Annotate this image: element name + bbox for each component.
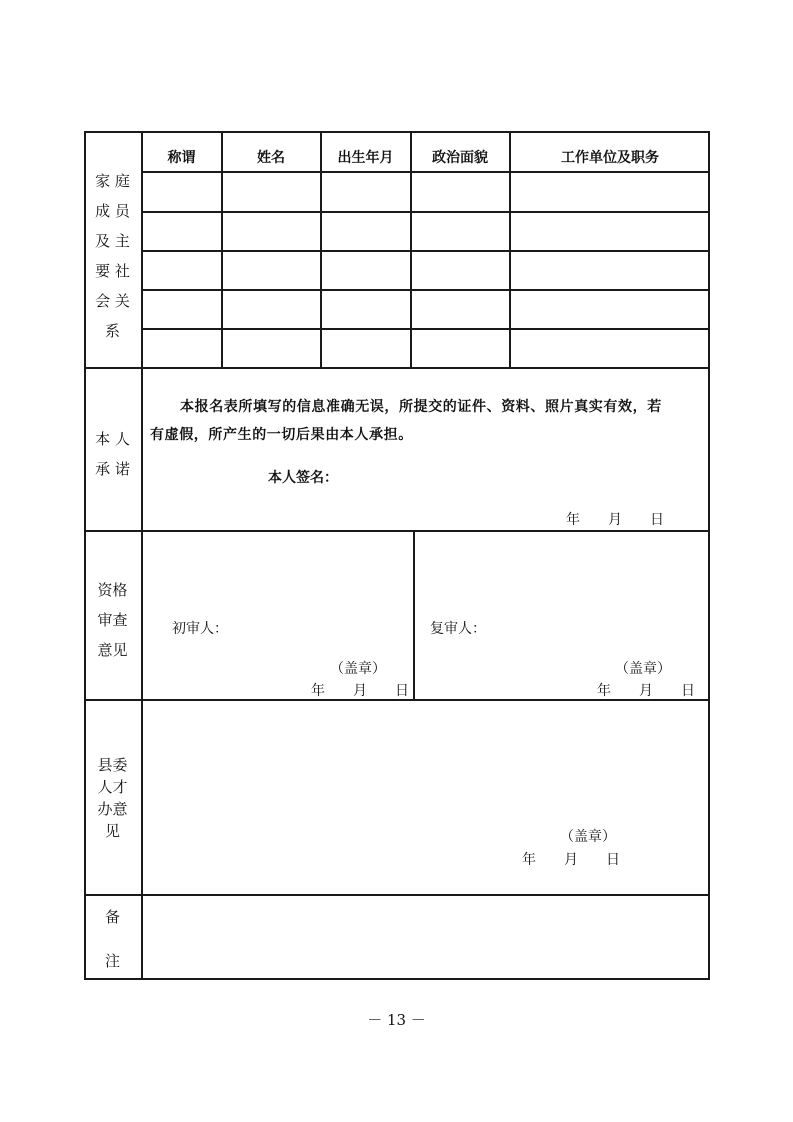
- county-seal: （盖章）: [560, 829, 616, 845]
- header-work-unit: 工作单位及职务: [561, 150, 659, 166]
- first-reviewer-label: 初审人：: [172, 621, 228, 637]
- section-divider: [84, 530, 710, 532]
- family-row-line: [142, 328, 710, 330]
- family-row-line: [142, 250, 710, 252]
- section-divider: [84, 894, 710, 896]
- page-number: － 13 －: [367, 1011, 426, 1029]
- header-political-status: 政治面貌: [432, 150, 488, 166]
- header-name: 姓名: [257, 150, 285, 166]
- county-section-label: 县委 人才 办意 见: [97, 756, 128, 840]
- family-row-line: [142, 289, 710, 291]
- header-relation: 称谓: [167, 150, 196, 166]
- first-review-seal: （盖章）: [330, 661, 386, 677]
- remarks-label-bottom: 注: [104, 952, 120, 970]
- header-birth-date: 出生年月: [337, 150, 394, 166]
- review-section-label: 资格 审查 意见: [97, 581, 128, 659]
- second-review-seal: （盖章）: [615, 661, 671, 677]
- second-review-date: 年 月 日: [597, 683, 695, 699]
- promise-section-label: 本 人 承 诺: [95, 430, 130, 478]
- second-reviewer-label: 复审人：: [430, 621, 486, 637]
- signature-label: 本人签名：: [268, 470, 338, 486]
- label-column-line: [141, 131, 143, 980]
- family-row-line: [142, 171, 710, 173]
- family-row-line: [142, 211, 710, 213]
- remarks-label-top: 备: [104, 908, 120, 926]
- section-divider: [84, 367, 710, 369]
- promise-text-line1: 本报名表所填写的信息准确无误，所提交的证件、资料、照片真实有效，若: [180, 399, 662, 415]
- promise-text-line2: 有虚假，所产生的一切后果由本人承担。: [150, 427, 413, 443]
- first-review-date: 年 月 日: [311, 683, 409, 699]
- county-date: 年 月 日: [522, 852, 620, 868]
- review-column-line: [413, 530, 415, 699]
- promise-date: 年 月 日: [566, 512, 664, 528]
- family-section-label: 家 庭 成 员 及 主 要 社 会 关 系: [95, 172, 130, 340]
